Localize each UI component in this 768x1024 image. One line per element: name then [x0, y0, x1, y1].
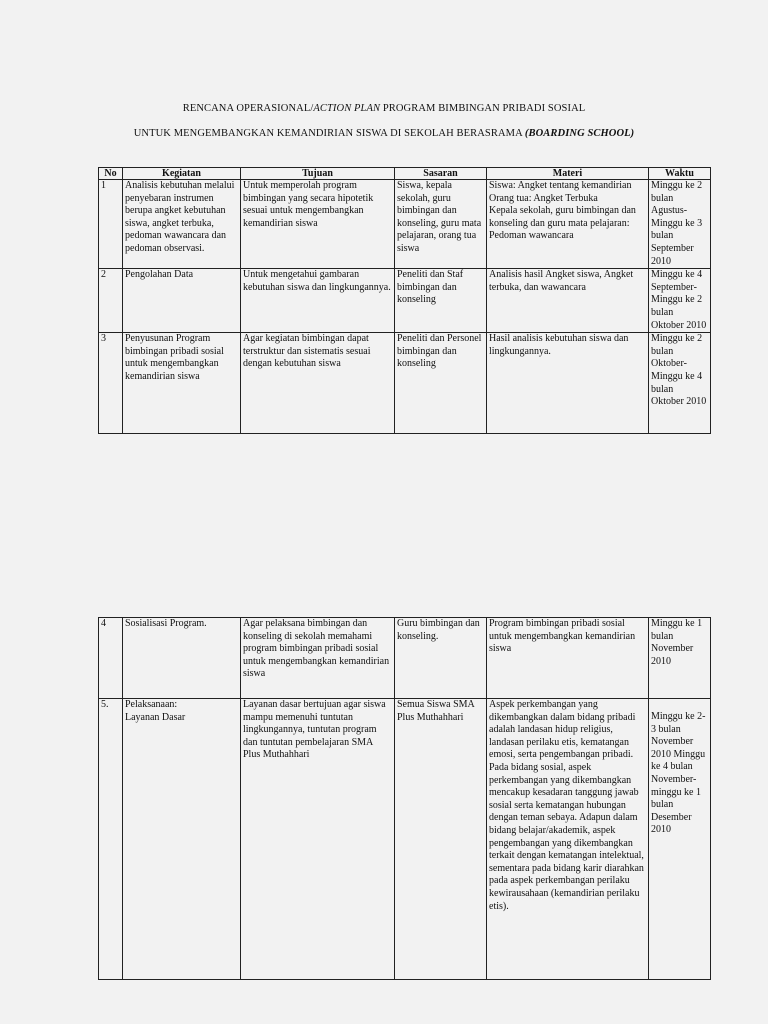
cell-materi	[487, 180, 649, 269]
header-sasaran: Sasaran	[395, 168, 487, 180]
document-subtitle	[0, 128, 768, 139]
table-row	[99, 699, 711, 980]
cell-materi: Program bimbingan pribadi sosial untuk mengembangkan kemandirian siswa	[487, 618, 649, 699]
cell-waktu: Minggu ke 4 September-Minggu ke 2 bulan Oktober 2010	[649, 269, 711, 333]
cell-kegiatan: Pengolahan Data	[123, 269, 241, 333]
table-row	[99, 333, 711, 434]
cell-sasaran: Peneliti dan Staf bimbingan dan konseling	[395, 269, 487, 333]
header-kegiatan: Kegiatan	[123, 168, 241, 180]
cell-kegiatan: Analisis kebutuhan melalui penyebaran instrumen berupa angket kebutuhan siswa, angket terbuka, pedoman wawancara dan pedoman observasi.	[123, 180, 241, 269]
cell-no: 4	[99, 618, 123, 699]
materi-line: Orang tua: Angket Terbuka	[489, 192, 598, 204]
cell-materi: Hasil analisis kebutuhan siswa dan lingkungannya.	[487, 333, 649, 434]
header-materi: Materi	[487, 168, 649, 180]
title-text-end: PROGRAM BIMBINGAN PRIBADI SOSIAL	[380, 103, 586, 114]
cell-tujuan: Agar pelaksana bimbingan dan konseling di sekolah memahami program bimbingan pribadi sosial untuk mengembangkan kemandirian siswa	[241, 618, 395, 699]
table-header-row	[99, 168, 711, 180]
cell-no: 3	[99, 333, 123, 434]
table-row	[99, 180, 711, 269]
materi-line: Siswa: Angket tentang kemandirian	[489, 180, 632, 191]
cell-spacer	[651, 699, 708, 711]
title-italic-text: ACTION PLAN	[313, 103, 381, 114]
cell-sasaran: Guru bimbingan dan konseling.	[395, 618, 487, 699]
cell-materi: Analisis hasil Angket siswa, Angket terbuka, dan wawancara	[487, 269, 649, 333]
cell-no: 5.	[99, 699, 123, 980]
cell-kegiatan	[123, 699, 241, 980]
kegiatan-line: Layanan Dasar	[125, 711, 186, 723]
waktu-text: Minggu ke 2-3 bulan November 2010 Minggu ke 4 bulan November-minggu ke 1 bulan Desember 2010	[651, 711, 706, 836]
cell-waktu: Minggu ke 2 bulan Oktober-Minggu ke 4 bulan Oktober 2010	[649, 333, 711, 434]
action-plan-table-page-2	[98, 617, 711, 980]
cell-tujuan: Untuk memperolah program bimbingan yang secara hipotetik sesuai untuk mengembangkan kemandirian siswa	[241, 180, 395, 269]
header-tujuan: Tujuan	[241, 168, 395, 180]
header-waktu: Waktu	[649, 168, 711, 180]
materi-line: Kepala sekolah, guru bimbingan dan konseling dan guru mata pelajaran: Pedoman wawancara	[489, 205, 636, 242]
header-no: No	[99, 168, 123, 180]
table-row	[99, 618, 711, 699]
kegiatan-line: Pelaksanaan:	[125, 699, 178, 710]
table-row	[99, 269, 711, 333]
cell-tujuan: Agar kegiatan bimbingan dapat terstruktur dan sistematis sesuai dengan kebutuhan siswa	[241, 333, 395, 434]
cell-waktu: Minggu ke 2 bulan Agustus-Minggu ke 3 bulan September 2010	[649, 180, 711, 269]
cell-sasaran: Semua Siswa SMA Plus Muthahhari	[395, 699, 487, 980]
cell-kegiatan: Penyusunan Program bimbingan pribadi sosial untuk mengembangkan kemandirian siswa	[123, 333, 241, 434]
cell-tujuan: Untuk mengetahui gambaran kebutuhan siswa dan lingkungannya.	[241, 269, 395, 333]
title-text: RENCANA OPERASIONAL/	[182, 103, 314, 114]
cell-materi: Aspek perkembangan yang dikembangkan dalam bidang pribadi adalah landasan hidup religius, landasan perilaku etis, kematangan emosi, serta pengembangan pribadi. Pada bidang sosial, aspek perkembangan yang dikembangkan mencakup kesadaran tanggung jawab sosial serta kematangan hubungan dengan teman sebaya. Adapun dalam bidang belajar/akademik, aspek pengembangan yang dikembangkan terkait dengan kematangan intelektual, sementara pada bidang karir diarahkan pada aspek perkembangan perilaku kewirausahaan (kemandirian perilaku etis).	[487, 699, 649, 980]
action-plan-table-page-1	[98, 167, 711, 434]
subtitle-italic-text: (BOARDING SCHOOL)	[524, 128, 635, 139]
subtitle-text: UNTUK MENGEMBANGKAN KEMANDIRIAN SISWA DI SEKOLAH BERASRAMA	[133, 128, 525, 139]
cell-no: 2	[99, 269, 123, 333]
cell-tujuan: Layanan dasar bertujuan agar siswa mampu memenuhi tuntutan lingkungannya, tuntutan program dan tuntutan pembelajaran SMA Plus Muthahhari	[241, 699, 395, 980]
cell-sasaran: Siswa, kepala sekolah, guru bimbingan dan konseling, guru mata pelajaran, orang tua siswa	[395, 180, 487, 269]
cell-kegiatan: Sosialisasi Program.	[123, 618, 241, 699]
cell-waktu	[649, 699, 711, 980]
cell-no: 1	[99, 180, 123, 269]
cell-waktu: Minggu ke 1 bulan November 2010	[649, 618, 711, 699]
cell-sasaran: Peneliti dan Personel bimbingan dan konseling	[395, 333, 487, 434]
document-title	[0, 103, 768, 114]
